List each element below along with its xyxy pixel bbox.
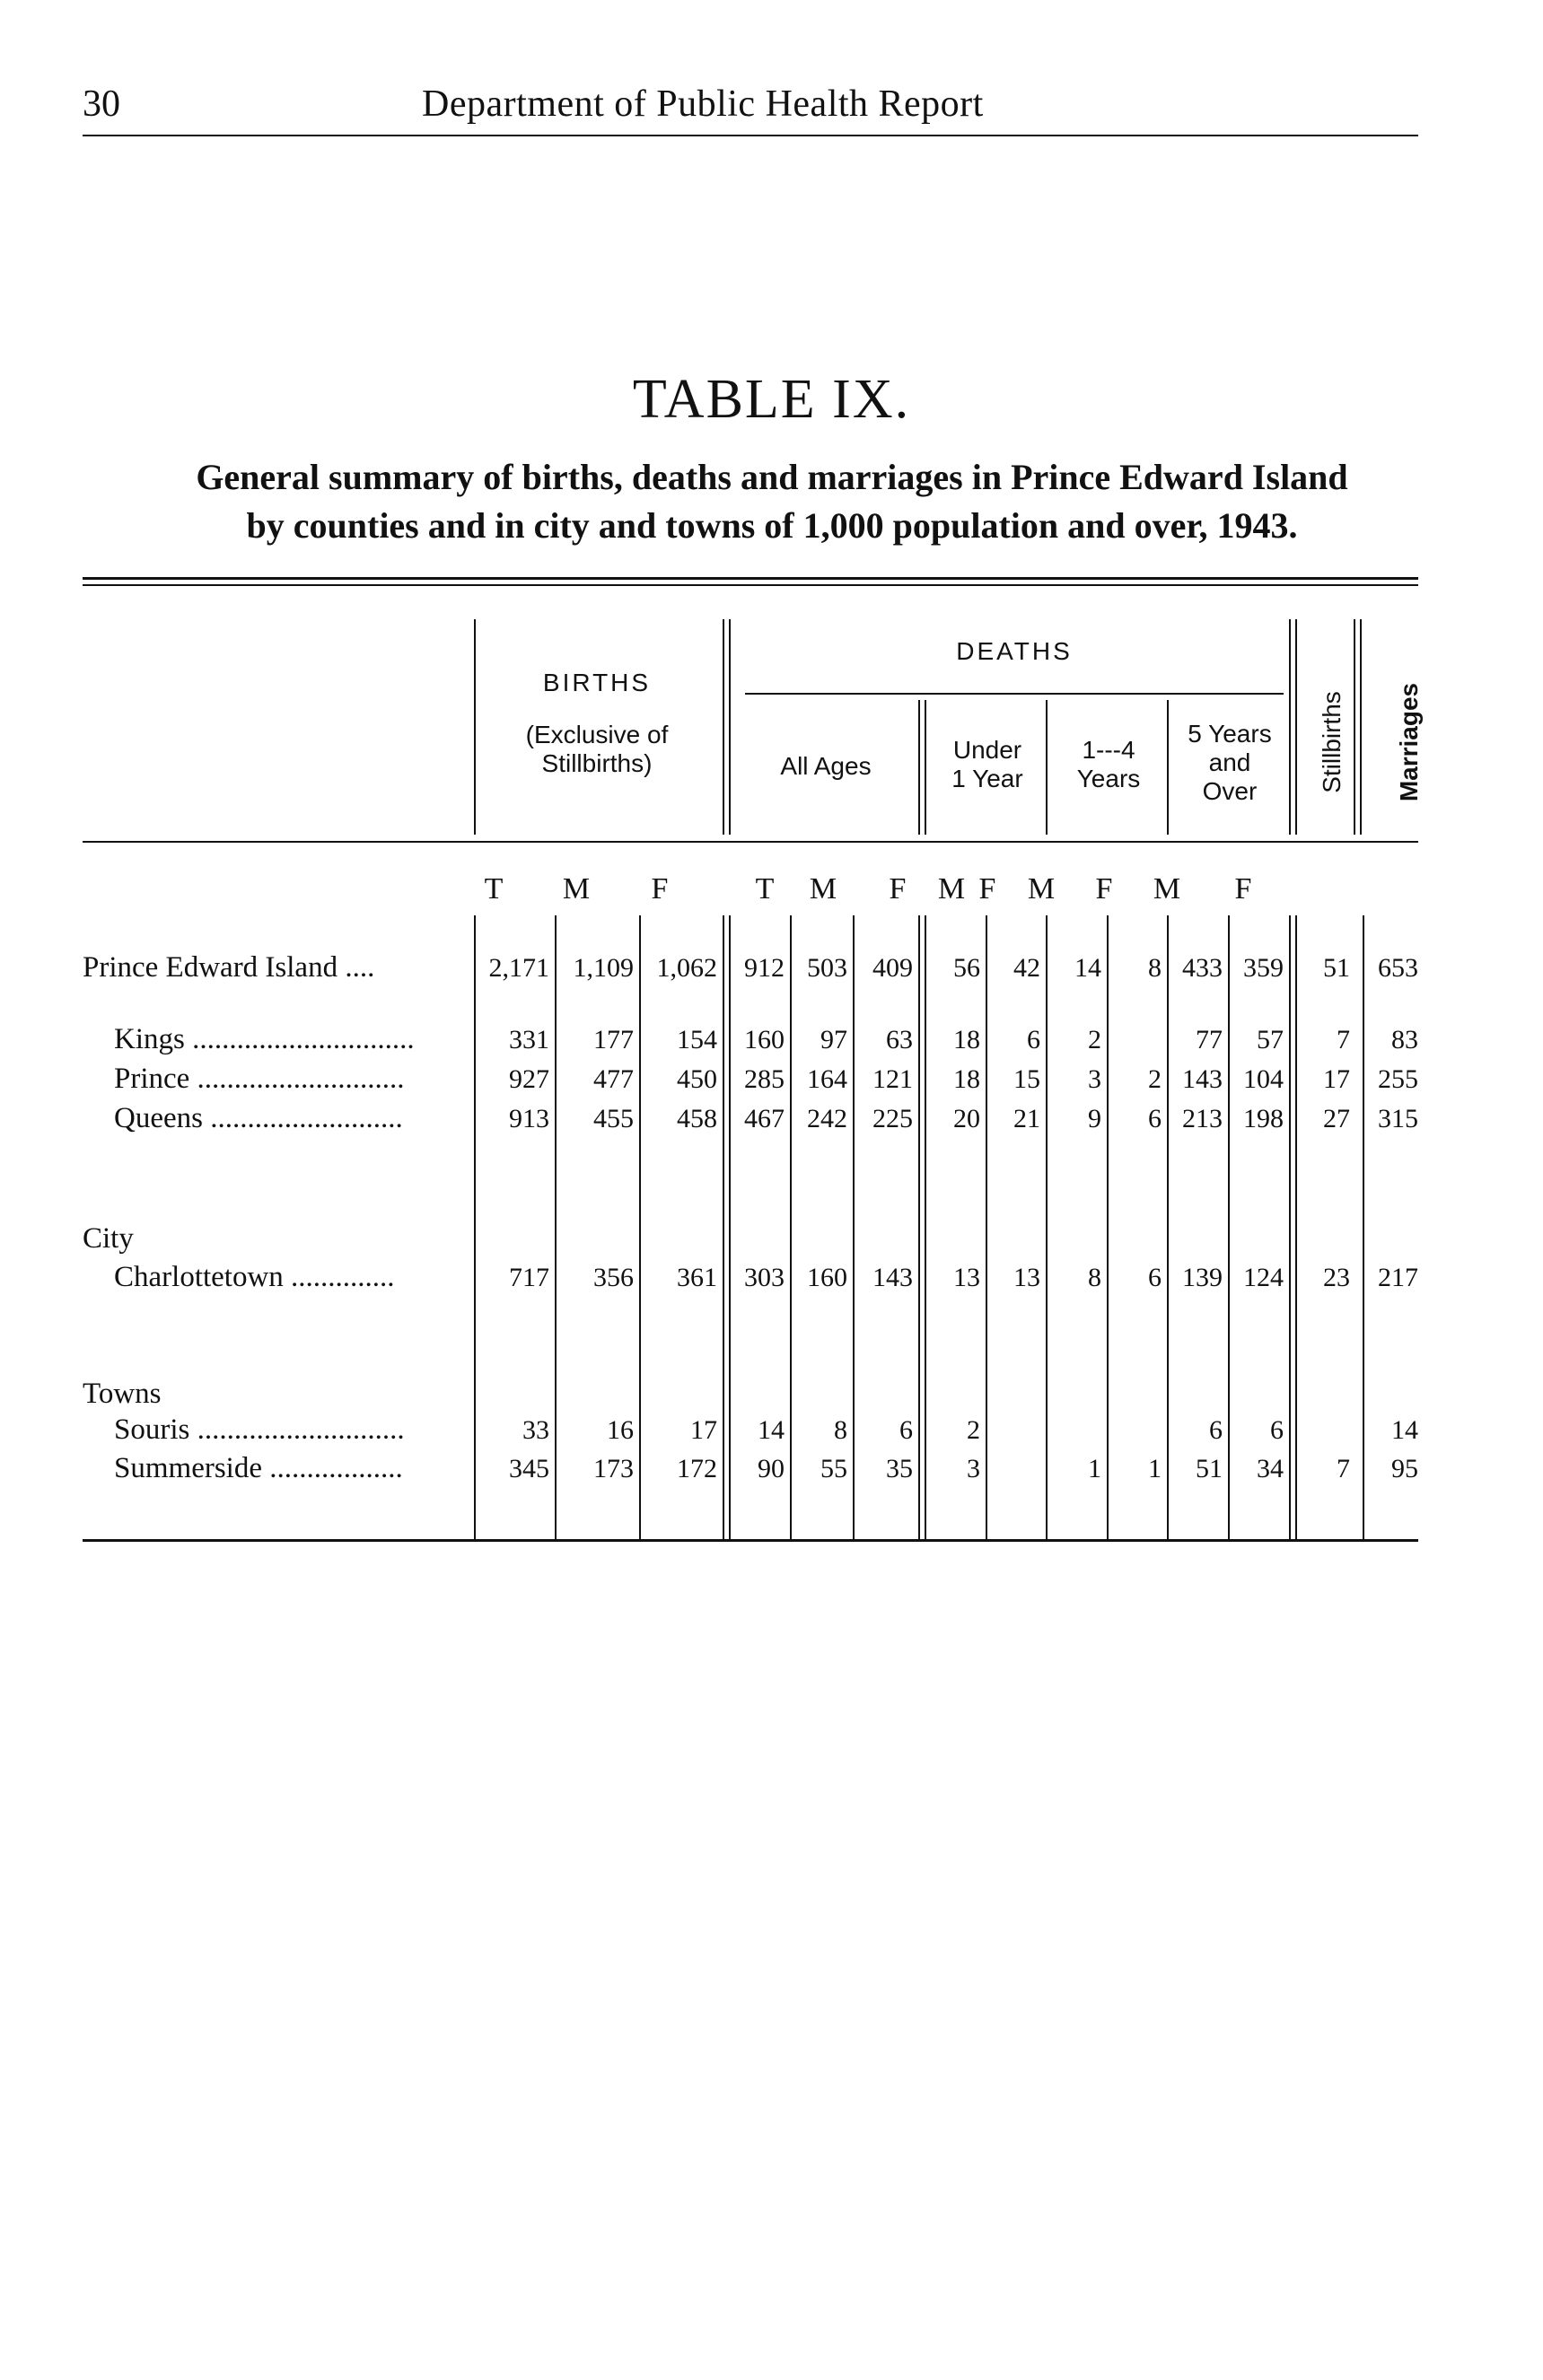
table-cell: 653 [1378, 953, 1418, 983]
header-rule [1289, 619, 1291, 835]
row-label-pei: Prince Edward Island .... [83, 951, 375, 984]
table-cell: 433 [1182, 953, 1223, 983]
table-cell: 177 [593, 1025, 634, 1054]
caption-line-2: by counties and in city and towns of 1,000 population and over, 1943. [246, 505, 1298, 546]
table-cell: 8 [1088, 1263, 1101, 1292]
table-cell: 2 [1088, 1025, 1101, 1054]
table-cell: 2,171 [488, 953, 549, 983]
table-bottom-rule [83, 1539, 1418, 1542]
group-label-towns: Towns [83, 1378, 162, 1410]
table-cell: 717 [509, 1263, 549, 1292]
table-cell: 1,109 [573, 953, 634, 983]
table-caption [72, 453, 1472, 550]
table-cell: 160 [744, 1025, 785, 1054]
under-1-line-2: 1 Year [951, 765, 1023, 792]
table-cell: 8 [834, 1415, 847, 1445]
table-cell: 34 [1257, 1454, 1284, 1483]
running-head [0, 83, 1543, 136]
sub-deaths-t: T [755, 872, 775, 906]
births-note-2: Stillbirths) [541, 749, 653, 777]
sub-births-m: M [562, 872, 591, 906]
sub-births-t: T [484, 872, 504, 906]
sub-5over-f: F [1234, 872, 1252, 906]
header-rule [1360, 619, 1362, 835]
sub-births-f: F [651, 872, 669, 906]
table-cell: 160 [807, 1263, 847, 1292]
table-cell: 458 [677, 1104, 717, 1133]
table-cell: 2 [967, 1415, 980, 1445]
table-cell: 3 [1088, 1064, 1101, 1094]
row-label-charlottetown: Charlottetown .............. [114, 1261, 395, 1293]
table-top-rule-2 [83, 584, 1418, 586]
table-cell: 172 [677, 1454, 717, 1483]
row-label-summerside: Summerside .................. [114, 1452, 403, 1484]
births-title: BIRTHS [542, 669, 652, 696]
header-rule [1167, 700, 1169, 835]
running-title: Department of Public Health Report [422, 83, 984, 125]
under-1-header [925, 736, 1050, 793]
table-cell: 450 [677, 1064, 717, 1094]
table-cell: 255 [1378, 1064, 1418, 1094]
one-four-line-2: Years [1076, 765, 1141, 792]
table-cell: 6 [1027, 1025, 1040, 1054]
stillbirths-header: Stillbirths [1318, 691, 1346, 793]
table-cell: 6 [1148, 1104, 1162, 1133]
table-cell: 7 [1337, 1454, 1350, 1483]
table-cell: 18 [953, 1064, 980, 1094]
table-cell: 173 [593, 1454, 634, 1483]
table-cell: 356 [593, 1263, 634, 1292]
table-cell: 315 [1378, 1104, 1418, 1133]
five-over-line-2: and [1208, 748, 1251, 776]
table-cell: 6 [1148, 1263, 1162, 1292]
header-rule [1354, 619, 1355, 835]
table-cell: 97 [820, 1025, 847, 1054]
sub-under1-m: M [937, 872, 966, 906]
row-label-queens: Queens .......................... [114, 1102, 403, 1134]
table-cell: 285 [744, 1064, 785, 1094]
table-cell: 56 [953, 953, 980, 983]
table-cell: 6 [1270, 1415, 1284, 1445]
table-cell: 359 [1243, 953, 1284, 983]
table-cell: 409 [872, 953, 913, 983]
table-cell: 27 [1323, 1104, 1350, 1133]
sub-1to4-f: F [1095, 872, 1113, 906]
row-label-prince: Prince ............................ [114, 1063, 405, 1095]
marriages-header: Marriages [1395, 682, 1423, 802]
all-ages-header: All Ages [780, 752, 872, 780]
one-four-header [1050, 736, 1167, 793]
table-cell: 303 [744, 1263, 785, 1292]
table-cell: 1 [1148, 1454, 1162, 1483]
table-cell: 913 [509, 1104, 549, 1133]
under-1-line-1: Under [952, 736, 1022, 764]
table-cell: 2 [1148, 1064, 1162, 1094]
header-rule [723, 619, 724, 835]
page-number: 30 [83, 83, 120, 125]
table-cell: 51 [1196, 1454, 1223, 1483]
table-cell: 1 [1088, 1454, 1101, 1483]
row-label-souris: Souris ............................ [114, 1413, 405, 1446]
table-cell: 17 [690, 1415, 717, 1445]
table-cell: 17 [1323, 1064, 1350, 1094]
sub-under1-f: F [978, 872, 996, 906]
table-cell: 225 [872, 1104, 913, 1133]
five-over-line-1: 5 Years [1188, 720, 1272, 748]
header-bottom-rule [83, 841, 1418, 843]
running-head-rule [83, 135, 1418, 136]
table-cell: 23 [1323, 1263, 1350, 1292]
row-label-kings: Kings .............................. [114, 1023, 415, 1055]
table-top-rule [83, 577, 1418, 580]
table-cell: 213 [1182, 1104, 1223, 1133]
table-cell: 8 [1148, 953, 1162, 983]
table-cell: 345 [509, 1454, 549, 1483]
table-cell: 503 [807, 953, 847, 983]
header-rule [1295, 619, 1297, 835]
table-cell: 13 [953, 1263, 980, 1292]
table-cell: 242 [807, 1104, 847, 1133]
table-cell: 154 [677, 1025, 717, 1054]
table-cell: 35 [886, 1454, 913, 1483]
table-cell: 217 [1378, 1263, 1418, 1292]
group-label-city: City [83, 1222, 134, 1255]
deaths-header-rule [745, 693, 1284, 695]
five-over-header [1167, 720, 1293, 806]
table-cell: 55 [820, 1454, 847, 1483]
table-cell: 143 [872, 1263, 913, 1292]
table-cell: 16 [607, 1415, 634, 1445]
table-cell: 9 [1088, 1104, 1101, 1133]
table-cell: 912 [744, 953, 785, 983]
table-cell: 18 [953, 1025, 980, 1054]
table-cell: 42 [1013, 953, 1040, 983]
table-cell: 21 [1013, 1104, 1040, 1133]
table-cell: 143 [1182, 1064, 1223, 1094]
births-note-1: (Exclusive of [525, 721, 669, 748]
body-rule [986, 915, 987, 1539]
header-rule [918, 700, 920, 835]
table-cell: 33 [522, 1415, 549, 1445]
table-cell: 14 [1074, 953, 1101, 983]
table-cell: 467 [744, 1104, 785, 1133]
table-cell: 3 [967, 1454, 980, 1483]
sub-deaths-f: F [889, 872, 907, 906]
table-cell: 15 [1013, 1064, 1040, 1094]
deaths-header: DEATHS [956, 637, 1073, 665]
table-cell: 164 [807, 1064, 847, 1094]
table-cell: 124 [1243, 1263, 1284, 1292]
header-rule [474, 619, 476, 835]
table-cell: 121 [872, 1064, 913, 1094]
table-cell: 477 [593, 1064, 634, 1094]
caption-line-1: General summary of births, deaths and marriages in Prince Edward Island [196, 457, 1348, 497]
table-cell: 77 [1196, 1025, 1223, 1054]
table-cell: 331 [509, 1025, 549, 1054]
header-rule [729, 619, 731, 835]
table-cell: 57 [1257, 1025, 1284, 1054]
sub-1to4-m: M [1027, 872, 1056, 906]
table-title: TABLE IX. [632, 369, 911, 430]
table-cell: 14 [758, 1415, 785, 1445]
table-cell: 14 [1391, 1415, 1418, 1445]
table-cell: 63 [886, 1025, 913, 1054]
sub-5over-m: M [1153, 872, 1181, 906]
sub-deaths-m: M [809, 872, 837, 906]
table-cell: 20 [953, 1104, 980, 1133]
table-cell: 927 [509, 1064, 549, 1094]
table-cell: 455 [593, 1104, 634, 1133]
table-cell: 90 [758, 1454, 785, 1483]
one-four-line-1: 1---4 [1082, 736, 1135, 764]
five-over-line-3: Over [1202, 777, 1258, 805]
table-cell: 13 [1013, 1263, 1040, 1292]
header-rule [925, 700, 926, 835]
table-cell: 83 [1391, 1025, 1418, 1054]
table-cell: 1,062 [656, 953, 717, 983]
table-cell: 95 [1391, 1454, 1418, 1483]
table-cell: 104 [1243, 1064, 1284, 1094]
table-cell: 198 [1243, 1104, 1284, 1133]
header-rule [1046, 700, 1048, 835]
table-cell: 361 [677, 1263, 717, 1292]
births-header [476, 669, 718, 778]
table-cell: 51 [1323, 953, 1350, 983]
table-cell: 139 [1182, 1263, 1223, 1292]
table-cell: 6 [899, 1415, 913, 1445]
table-cell: 6 [1209, 1415, 1223, 1445]
table-cell: 7 [1337, 1025, 1350, 1054]
